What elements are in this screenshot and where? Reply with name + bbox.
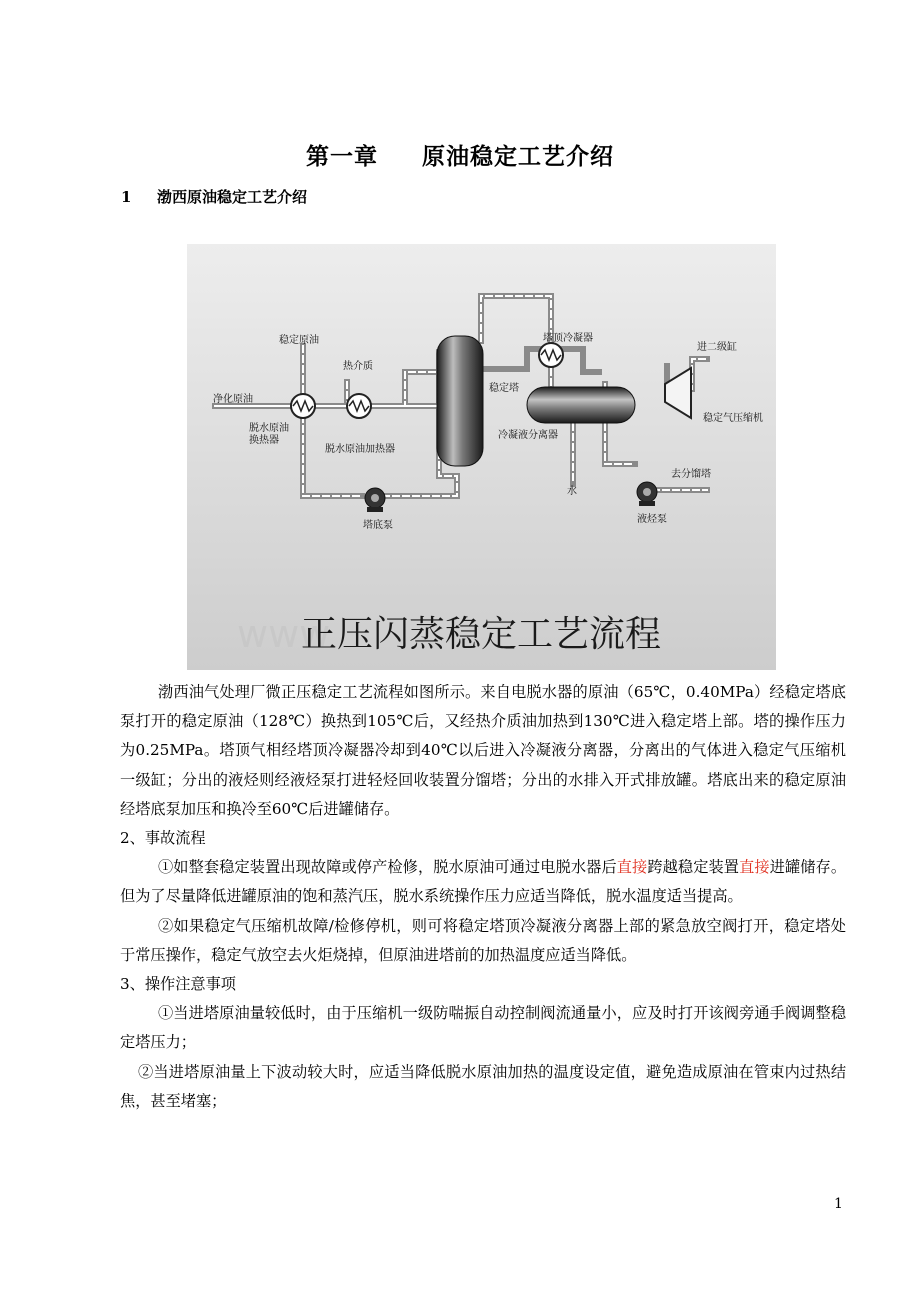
heading-operation-notes: 3、操作注意事项 <box>120 975 236 994</box>
process-flow-diagram <box>187 244 776 670</box>
section-heading <box>121 186 307 207</box>
condensate-separator <box>527 387 635 423</box>
figure-watermark: www <box>237 612 331 656</box>
heater-icon <box>347 394 371 418</box>
label-purified-crude: 净化原油 <box>213 394 253 405</box>
label-heat-medium: 热介质 <box>343 361 373 372</box>
condenser-icon <box>539 343 563 367</box>
label-heater: 脱水原油加热器 <box>325 444 395 455</box>
body-text <box>120 678 846 1116</box>
label-stable-crude: 稳定原油 <box>279 335 319 346</box>
label-dewatered-crude: 脱水原油 <box>249 423 289 434</box>
exchanger-icon <box>291 394 315 418</box>
chapter-name: 原油稳定工艺介绍 <box>422 143 614 170</box>
label-liquid-pump: 液烃泵 <box>637 514 667 525</box>
paragraph-flow-description: 渤西油气处理厂微正压稳定工艺流程如图所示。来自电脱水器的原油（65℃，0.40MPa）经稳定塔底泵打开的稳定原油（128℃）换热到105℃后，又经热介质油加热到130℃进入稳定塔上部。塔的操作压力为0.25MPa。塔顶气相经塔顶冷凝器冷却到40℃以后进入冷凝液分离器，分离出的气体进入稳定气压缩机一级缸；分出的液烃则经液烃泵打进轻烃回收装置分馏塔；分出的水排入开式排放罐。塔底出来的稳定原油经塔底泵加压和换冷至60℃后进罐储存。 <box>120 683 846 818</box>
label-bottom-pump: 塔底泵 <box>363 520 393 531</box>
section-number: 1 <box>121 188 132 206</box>
section-title: 渤西原油稳定工艺介绍 <box>157 188 308 206</box>
label-top-condenser: 塔顶冷凝器 <box>543 333 593 344</box>
heading-accident-flow: 2、事故流程 <box>120 829 206 848</box>
chapter-number: 第一章 <box>306 143 378 170</box>
liquid-pump-icon <box>637 482 657 506</box>
paragraph-accident-2: ②如果稳定气压缩机故障/检修停机，则可将稳定塔顶冷凝液分离器上部的紧急放空阀打开，稳定塔处于常压操作，稳定气放空去火炬烧掉，但原油进塔前的加热温度应适当降低。 <box>120 916 846 964</box>
paragraph-note-2: ②当进塔原油量上下波动较大时，应适当降低脱水原油加热的温度设定值，避免造成原油在管束内过热结焦，甚至堵塞； <box>120 1062 846 1110</box>
paragraph-accident-1: ①如整套稳定装置出现故障或停产检修，脱水原油可通过电脱水器后直接跨越稳定装置直接进罐储存。但为了尽量降低进罐原油的饱和蒸汽压，脱水系统操作压力应适当降低，脱水温度适当提高。 <box>120 858 847 906</box>
label-condensate-separator: 冷凝液分离器 <box>498 430 558 441</box>
label-exchanger: 换热器 <box>249 435 279 446</box>
figure-banner: 正压闪蒸稳定工艺流程 <box>300 614 662 655</box>
paragraph-note-1: ①当进塔原油量较低时，由于压缩机一级防喘振自动控制阀流通量小，应及时打开该阀旁通手阀调整稳定塔压力； <box>120 1004 846 1052</box>
bottom-pump-icon <box>365 488 385 512</box>
stabilizer-column <box>437 336 483 466</box>
chapter-title <box>0 138 920 171</box>
page-number: 1 <box>834 1196 843 1212</box>
label-compressor: 稳定气压缩机 <box>703 413 763 424</box>
label-to-fractionator: 去分馏塔 <box>671 469 711 480</box>
label-to-second-stage: 进二级缸 <box>697 342 737 353</box>
label-stabilizer: 稳定塔 <box>489 383 519 394</box>
label-water: 水 <box>567 486 577 497</box>
